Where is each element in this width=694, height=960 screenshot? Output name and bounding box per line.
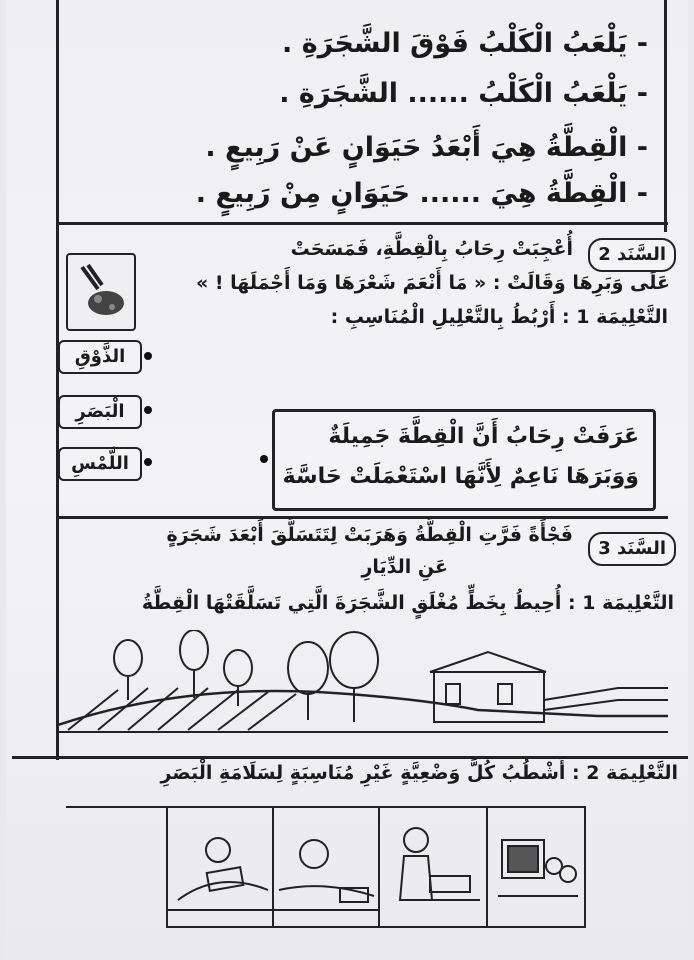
option-taste[interactable]: الذَّوْقِ (58, 340, 142, 374)
section2-badge: السَّنَد 2 (588, 238, 676, 272)
section2-instruction: التَّعْلِيمَة 1 : أَرْبُطُ بِالتَّعْلِيلِ الْمُنَاسِبِ : (330, 306, 668, 328)
sentence-line-b: وَوَبَرَهَا نَاعِمٌ لِأَنَّهَا اسْتَعْمَلَتْ حَاسَّةَ (282, 464, 639, 489)
option-sight-dot[interactable] (144, 406, 152, 414)
section-divider-1 (56, 222, 668, 225)
picture-frame-end (584, 808, 586, 926)
picture-sleeping[interactable] (274, 810, 378, 924)
section2-text-b: عَلَى وَبَرِهَا وَقَالَتْ : « مَا أَنْعَمَ شَعْرَهَا وَمَا أَجْمَلَهَا ! » (195, 272, 670, 294)
picture-watching-tv[interactable] (488, 810, 584, 924)
picture-reading-at-desk[interactable] (380, 810, 486, 924)
option-touch[interactable]: اللَّمْسِ (58, 447, 142, 481)
section-divider-2 (56, 516, 668, 519)
worksheet-page (6, 0, 688, 960)
sentence-line-a: عَرَفَتْ رِحَابُ أَنَّ الْقِطَّةَ جَمِيلَةٌ (328, 424, 639, 449)
landscape-drawing (58, 630, 668, 740)
section2-text-a: أُعْجِبَتْ رِحَابُ بِالْقِطَّةِ، فَمَسَحَتْ (290, 238, 573, 260)
pictures-bottom-line (166, 926, 586, 928)
exercise-line-1: - يَلْعَبُ الْكَلْبُ فَوْقَ الشَّجَرَةِ . (282, 28, 648, 59)
section3-text-b: عَنِ الدِّيَارِ (361, 556, 448, 578)
option-taste-dot[interactable] (144, 352, 152, 360)
exercise-line-4: - الْقِطَّةُ هِيَ ...... حَيَوَانٍ مِنْ رَبِيعٍ . (195, 178, 648, 209)
pictures-top-line (66, 806, 586, 808)
section-divider-3 (12, 756, 688, 759)
section3-text-a: فَجْأَةً فَرَّتِ الْقِطَّةُ وَهَرَبَتْ لِتَتَسَلَّقَ أَبْعَدَ شَجَرَةٍ (166, 524, 573, 546)
section3-badge: السَّنَد 3 (588, 532, 676, 566)
picture-reading-in-bed[interactable] (168, 810, 272, 924)
option-sight[interactable]: الْبَصَرِ (58, 395, 142, 429)
hand-icon (66, 253, 136, 331)
option-touch-dot[interactable] (144, 458, 152, 466)
section3-instruction: التَّعْلِيمَة 1 : أُحِيطُ بِخَطٍّ مُغْلَقٍ الشَّجَرَةَ الَّتِي تَسَلَّقَتْهَا الْقِطَّةُ (141, 592, 674, 614)
exercise-line-2: - يَلْعَبُ الْكَلْبُ ...... الشَّجَرَةِ . (279, 78, 648, 109)
sentence-box (272, 409, 656, 511)
exercise-line-3: - الْقِطَّةُ هِيَ أَبْعَدُ حَيَوَانٍ عَنْ رَبِيعٍ . (205, 132, 648, 163)
sentence-dot[interactable] (260, 455, 268, 463)
section4-instruction: التَّعْلِيمَة 2 : أَشْطُبُ كُلَّ وَضْعِيَّةٍ غَيْرِ مُنَاسِبَةٍ لِسَلَامَةِ الْبَصَرِ (160, 762, 678, 784)
margin-line-right (664, 0, 667, 232)
